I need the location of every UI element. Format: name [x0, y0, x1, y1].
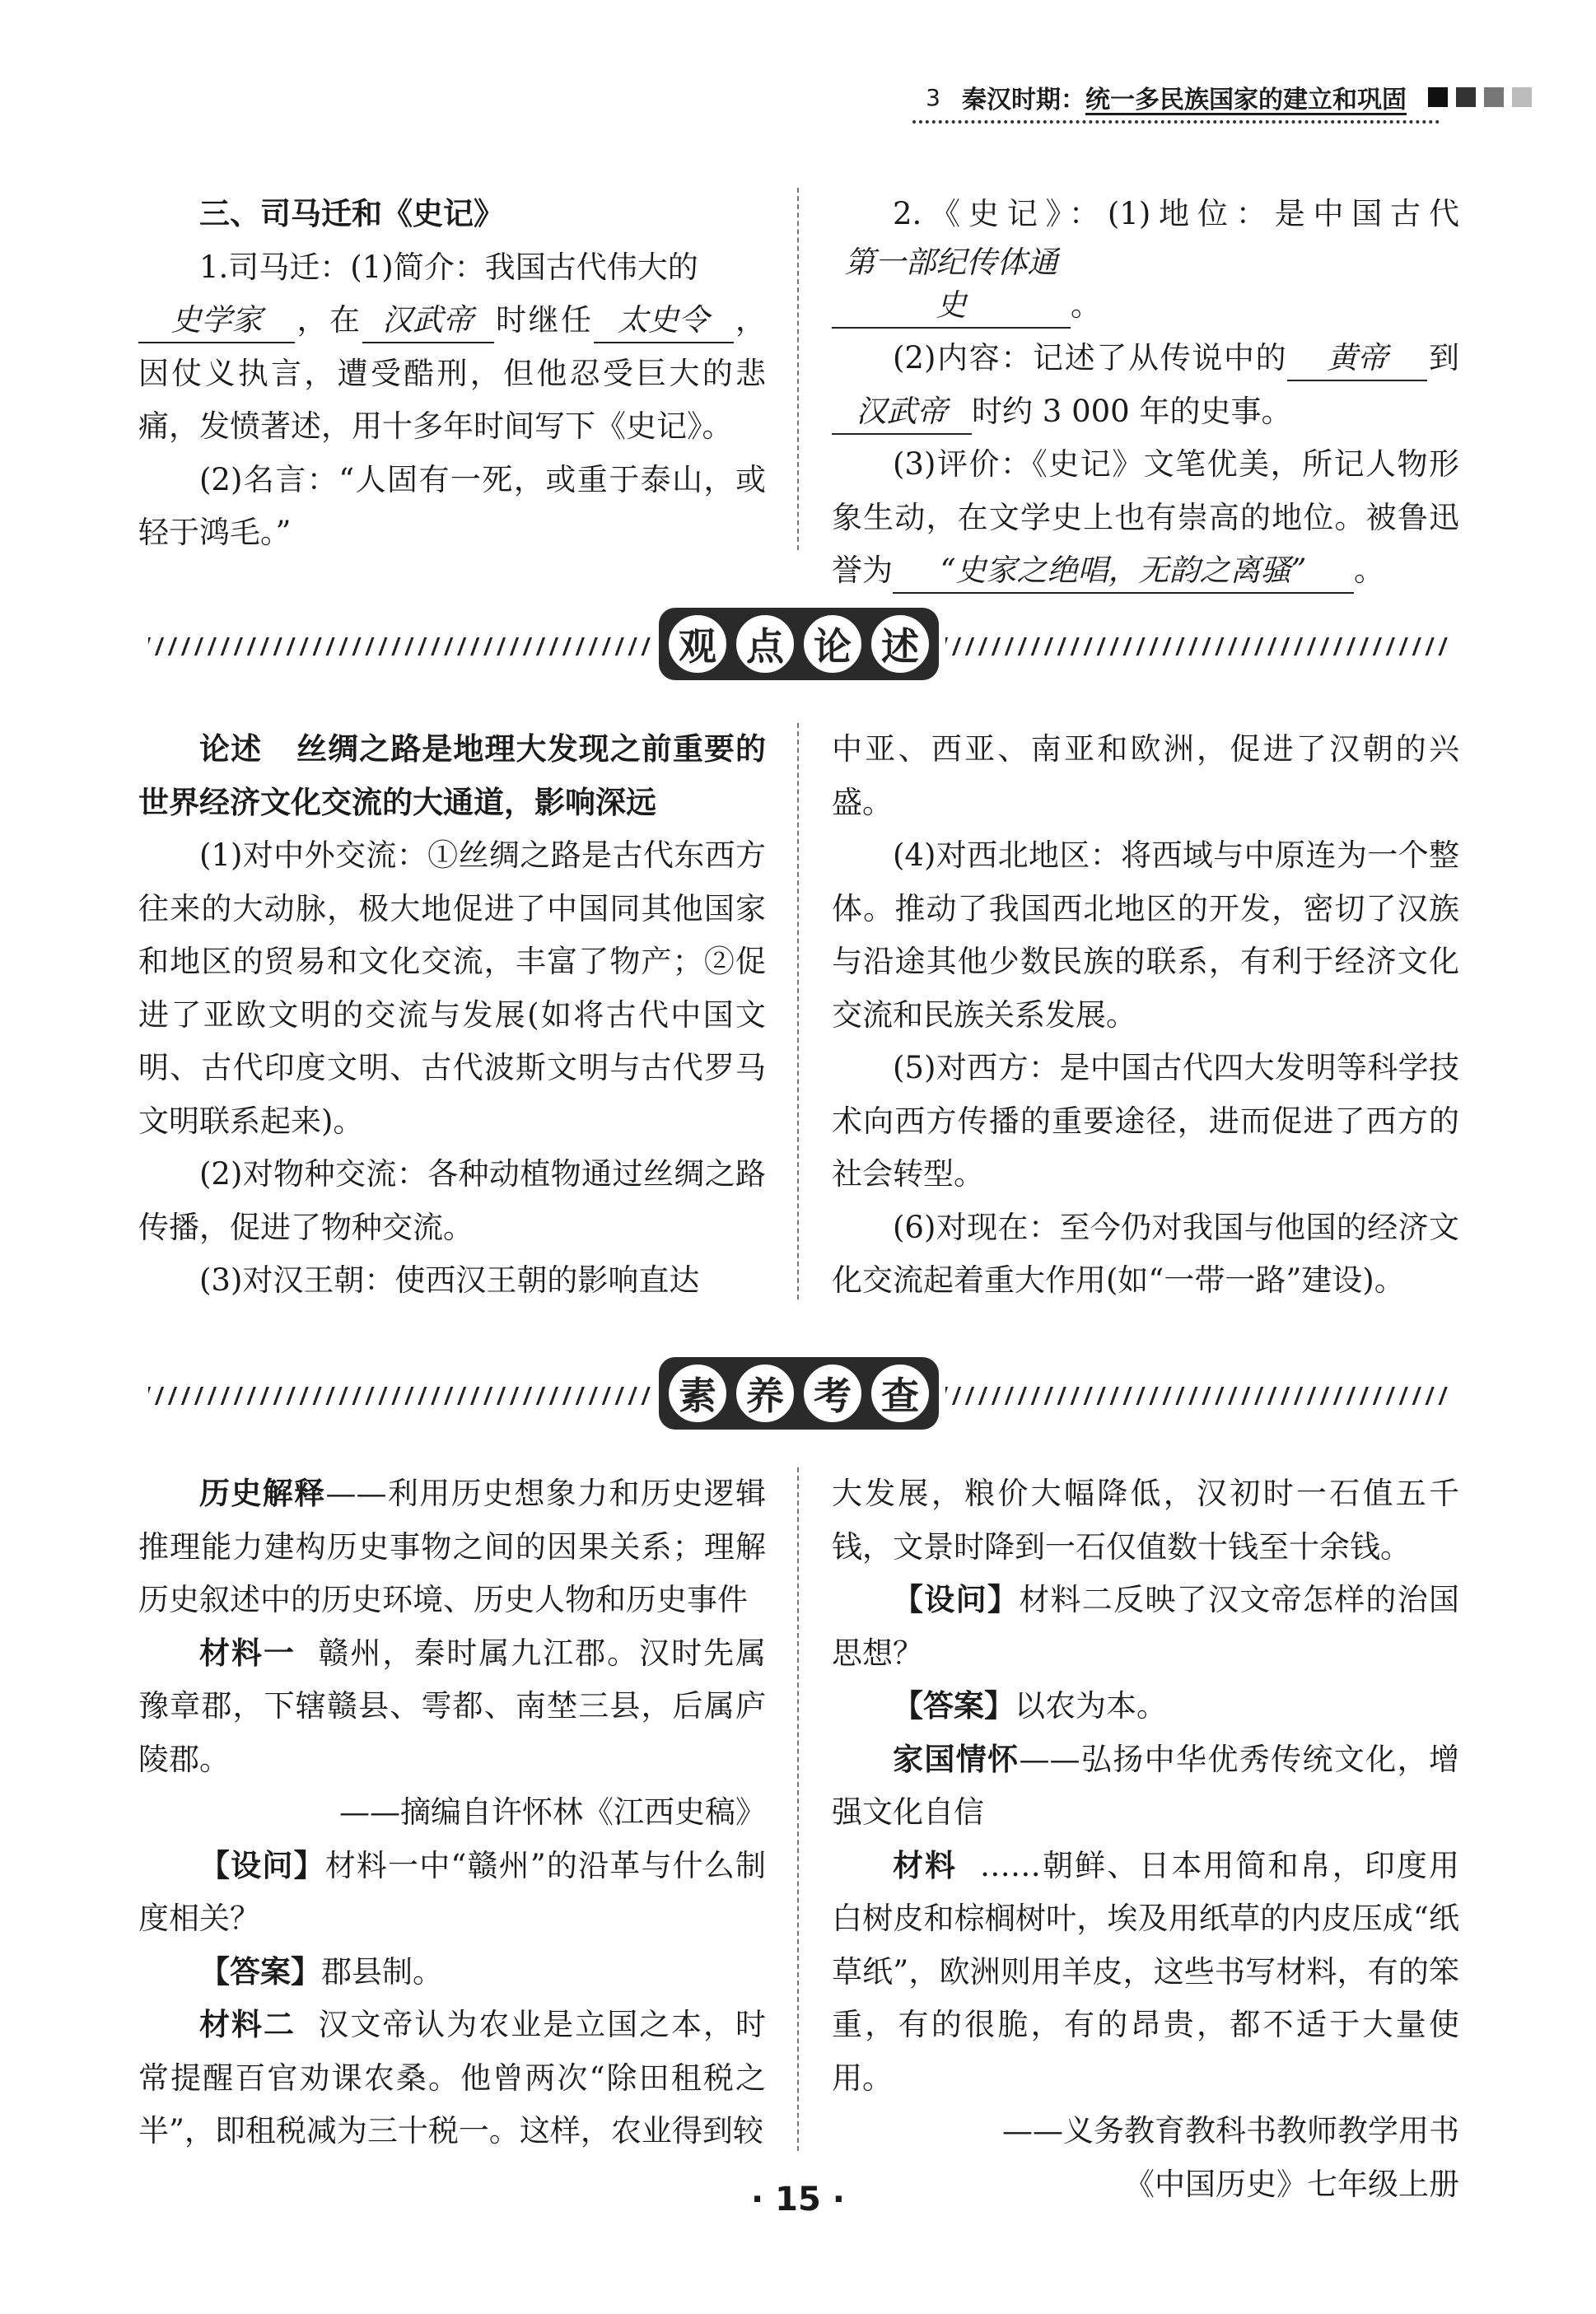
banner-badge [659, 1357, 939, 1430]
text: ，在 [295, 302, 362, 338]
header-square [1456, 87, 1476, 107]
header-square [1484, 87, 1504, 107]
material [138, 1999, 766, 2158]
answer-fill: 太史令 [594, 299, 734, 343]
section-banner-viewpoint [148, 608, 1449, 682]
paragraph: (2)对物种交流：各种动植物通过丝绸之路传播，促进了物种交流。 [138, 1156, 766, 1245]
chapter-title [962, 79, 1407, 115]
text: 时继任 [493, 302, 594, 338]
section1-right-column [832, 188, 1459, 598]
banner-badge [659, 608, 939, 680]
paragraph: (2)名言：“人固有一死，或重于泰山，或轻于鸿毛。” [138, 461, 766, 550]
section1-left-column [138, 188, 766, 560]
banner-char: 述 [869, 613, 931, 675]
column-divider [797, 723, 799, 1299]
chapter-title-prefix: 秦汉时期： [962, 86, 1085, 114]
column-divider [797, 188, 799, 550]
text: ——弘扬中华优秀传统文化，增强文化自信 [832, 1741, 1459, 1830]
text: 汉文帝认为农业是立国之本，时常提醒百官劝课农桑。他曾两次“除田租税之半”，即租税减为三十税一。这样，农业得到较 [138, 2007, 767, 2148]
label: 【设问】 [893, 1582, 1020, 1617]
banner-char: 查 [869, 1362, 931, 1425]
section-banner-literacy [148, 1357, 1449, 1431]
argument-title [138, 723, 766, 829]
answer-fill: 汉武帝 [362, 299, 494, 343]
question [832, 1574, 1459, 1680]
source-citation: ——摘编自许怀林《江西史稿》 [339, 1794, 766, 1830]
paragraph [832, 188, 1459, 332]
text: 到 [1427, 340, 1460, 376]
label: 【答案】 [199, 1953, 321, 1990]
text: 材料二反映了汉文帝怎样的治国思想？ [832, 1582, 1460, 1671]
text: 。 [1071, 287, 1101, 323]
label: 材料 [893, 1847, 958, 1883]
answer-fill: 第一部纪传体通史 [832, 241, 1071, 329]
hatch-decoration [148, 637, 652, 655]
banner-char: 素 [666, 1362, 729, 1425]
label: 【答案】 [893, 1688, 1015, 1724]
text: ……朝鲜、日本用简和帛，印度用白树皮和棕榈树叶，埃及用纸草的内皮压成“纸草纸”，欧洲则用羊皮，这些书写材料，有的笨重，有的很脆，有的昂贵，都不适于大量使用。 [832, 1847, 1460, 2096]
banner-char: 考 [801, 1362, 864, 1425]
column-divider [797, 1467, 799, 2151]
header-square [1512, 87, 1532, 107]
banner-char: 养 [734, 1362, 796, 1425]
header-square [1428, 87, 1448, 107]
chapter-title-main: 统一多民族国家的建立和巩固 [1085, 86, 1407, 114]
source-citation: ——义务教育教科书教师教学用书 [1002, 2113, 1459, 2148]
text: 时约 3 000 年的史事。 [972, 393, 1292, 429]
text: 论述 [199, 731, 263, 767]
label: 材料一 [199, 1635, 296, 1671]
text: ——利用历史想象力和历史逻辑推理能力建构历史事物之间的因果关系；理解历史叙述中的历史环境、历史人物和历史事件 [138, 1476, 766, 1617]
text: 赣州，秦时属九江郡。汉时先属豫章郡，下辖赣县、雩都、南埜三县，后属庐陵郡。 [138, 1635, 767, 1777]
text: 1.司马迁：(1)简介：我国古代伟大的 [199, 249, 698, 285]
paragraph: (5)对西方：是中国古代四大发明等科学技术向西方传播的重要途径，进而促进了西方的社会转型。 [832, 1050, 1459, 1192]
label: 【设问】 [199, 1847, 325, 1883]
competency-intro [832, 1733, 1459, 1840]
running-header [926, 76, 1532, 119]
paragraph: (3)对汉王朝：使西汉王朝的影响直达 [199, 1262, 700, 1298]
label: 历史解释 [199, 1476, 326, 1511]
text: 2.《史记》：(1)地位：是中国古代 [893, 196, 1459, 231]
paragraph [832, 332, 1459, 438]
paragraph [138, 241, 766, 454]
header-dotted-rule [912, 120, 1440, 124]
answer-fill: 汉武帝 [832, 390, 972, 435]
banner-char: 点 [734, 613, 796, 675]
answer [138, 1946, 766, 1999]
text: 丝绸之路是地理大发现之前重要的世界经济文化交流的大通道，影响深远 [138, 731, 767, 820]
banner-char: 论 [801, 613, 864, 675]
question [138, 1840, 766, 1946]
section2-left-column [138, 723, 766, 1308]
source-citation: 《中国历史》七年级上册 [1124, 2166, 1459, 2202]
answer-fill: “史家之绝唱，无韵之离骚” [893, 549, 1354, 594]
text: ，因仗义执言，遭受酷刑，但他忍受巨大的悲痛，发愤著述，用十多年时间写下《史记》。 [138, 302, 766, 444]
text: 郡县制。 [321, 1953, 443, 1990]
text: 。 [1354, 553, 1384, 588]
paragraph: 中亚、西亚、南亚和欧洲，促进了汉朝的兴盛。 [832, 731, 1459, 820]
section2-right-column [832, 723, 1459, 1308]
hatch-decoration [148, 1387, 652, 1405]
answer [832, 1680, 1459, 1733]
section3-right-column [832, 1467, 1459, 2211]
answer-fill: 史学家 [138, 299, 295, 343]
material [138, 1627, 766, 1787]
text: (3)评价：《史记》文笔优美，所记人物形象生动，在文学史上也有崇高的地位。被鲁迅誉为 [832, 446, 1459, 588]
answer-fill: 黄帝 [1287, 337, 1427, 381]
paragraph: 大发展，粮价大幅降低，汉初时一石值五千钱，文景时降到一石仅值数十钱至十余钱。 [832, 1476, 1459, 1565]
label: 材料二 [199, 2007, 296, 2042]
chapter-number: 3 [926, 83, 940, 111]
paragraph: (1)对中外交流：①丝绸之路是古代东西方往来的大动脉，极大地促进了中国同其他国家和地区的贸易和文化交流，丰富了物产；②促进了亚欧文明的交流与发展(如将古代中国文明、古代印度文明、古代波斯文明与古代罗马文明联系起来)。 [138, 837, 766, 1139]
competency-intro [138, 1467, 766, 1627]
hatch-decoration [945, 637, 1449, 655]
header-squares-decoration [1428, 87, 1532, 107]
text: 以农为本。 [1015, 1688, 1167, 1724]
section3-left-column [138, 1467, 766, 2158]
page-number: · 15 · [751, 2181, 845, 2218]
label: 家国情怀 [893, 1741, 1020, 1777]
text: 材料一中“赣州”的沿革与什么制度相关？ [138, 1847, 766, 1936]
paragraph: (6)对现在：至今仍对我国与他国的经济文化交流起着重大作用(如“一带一路”建设)。 [832, 1209, 1459, 1298]
hatch-decoration [945, 1387, 1449, 1405]
text: (2)内容：记述了从传说中的 [893, 340, 1288, 376]
banner-char: 观 [666, 613, 729, 675]
paragraph: (4)对西北地区：将西域与中原连为一个整体。推动了我国西北地区的开发，密切了汉族与沿途其他少数民族的联系，有利于经济文化交流和民族关系发展。 [832, 837, 1459, 1033]
material [832, 1840, 1459, 2106]
paragraph [832, 438, 1459, 598]
section-heading: 三、司马迁和《史记》 [199, 196, 504, 231]
